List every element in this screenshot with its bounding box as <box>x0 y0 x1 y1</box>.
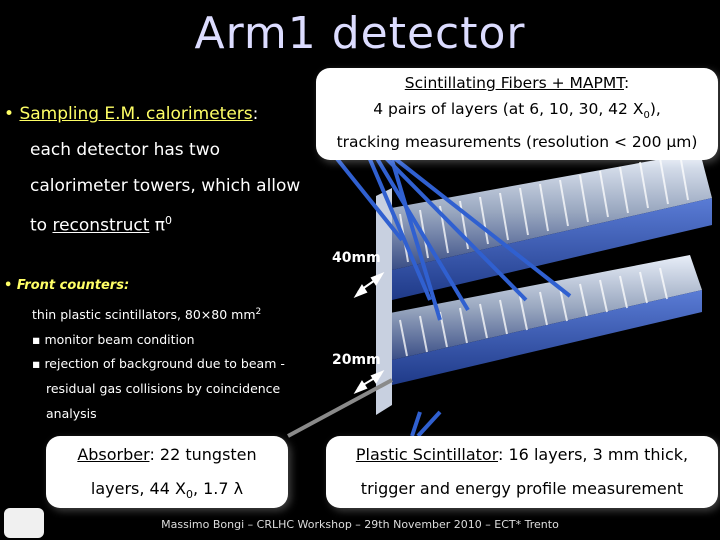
absorber-callout <box>46 436 288 508</box>
slide-footer: Massimo Bongi – CRLHC Workshop – 29th November 2010 – ECT* Trento <box>161 518 559 531</box>
front-counters-bullet-monitor: ▪ monitor beam condition <box>32 332 195 347</box>
dimension-label-20mm: 20mm <box>332 352 381 368</box>
sampling-text-line2: calorimeter towers, which allow <box>30 176 301 196</box>
absorber-line2: layers, 44 $X_0$, 1.7 λ <box>90 479 244 502</box>
sampling-text-line3: to reconstruct $\pi^0$ <box>30 214 173 236</box>
sampling-label: Sampling E.M. calorimeters <box>19 104 253 124</box>
plastic-pointers <box>412 412 440 436</box>
dimension-label-40mm: 40mm <box>332 250 381 266</box>
front-counters-bullet-rejection: ▪ rejection of background due to beam - <box>32 356 285 371</box>
sampling-text-line1: each detector has two <box>30 140 221 160</box>
absorber-label: Absorber <box>77 445 150 464</box>
front-counters-analysis: analysis <box>46 406 97 421</box>
plastic-scintillator-callout <box>326 436 718 508</box>
scifi-heading: Scintillating Fibers + MAPMT <box>404 74 624 92</box>
sampling-calorimeters-bullet: • Sampling E.M. calorimeters: <box>4 104 259 124</box>
slide-title: Arm1 detector <box>194 8 526 59</box>
plastic-line2: trigger and energy profile measurement <box>360 479 684 498</box>
front-counters-heading: • Front counters: <box>4 278 130 293</box>
scifi-callout <box>316 68 718 160</box>
front-counters-line1: thin plastic scintillators, 80×80 $mm^2$ <box>32 307 262 323</box>
plastic-label: Plastic Scintillator <box>355 445 499 464</box>
front-counters-residual: residual gas collisions by coincidence <box>46 381 281 396</box>
scifi-resolution-line: tracking measurements (resolution < 200 μm) <box>336 133 698 152</box>
scifi-layers-line: 4 pairs of layers (at 6, 10, 30, 42 $X_0$), <box>373 100 661 122</box>
plastic-line1: Plastic Scintillator: 16 layers, 3 mm thick, <box>355 445 689 464</box>
absorber-line1: Absorber: 22 tungsten <box>77 445 257 464</box>
scifi-heading-line: Scintillating Fibers + MAPMT: <box>404 74 630 92</box>
